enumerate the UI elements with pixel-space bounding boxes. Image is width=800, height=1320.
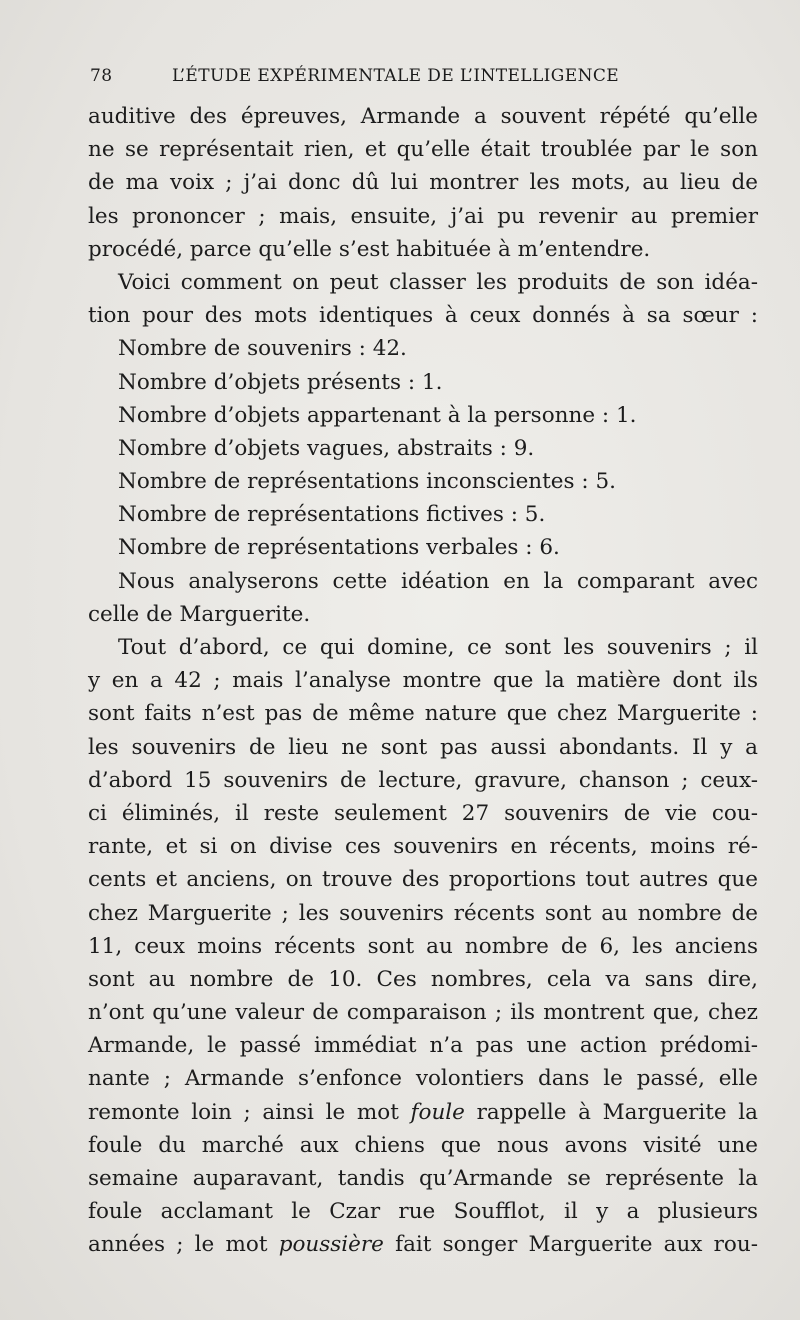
paragraph-3: [88, 565, 758, 631]
text-line: n’ont qu’une valeur de comparaison ; ils montrent que, chez: [88, 1000, 758, 1026]
list-item: Nombre de représentations inconscientes : 5.: [118, 469, 616, 495]
text-line: ne se représentait rien, et qu’elle était troublée par le son: [88, 137, 758, 163]
text-line: sont au nombre de 10. Ces nombres, cela va sans dire,: [88, 966, 758, 992]
text-line: les prononcer ; mais, ensuite, j’ai pu revenir au premier: [88, 203, 758, 229]
text-line: celle de Marguerite.: [88, 601, 311, 627]
text-line: Nous analyserons cette idéation en la comparant avec: [118, 568, 758, 594]
text-line: les souvenirs de lieu ne sont pas aussi abondants. Il y a: [88, 734, 758, 760]
text-run: années ; le mot: [88, 1232, 279, 1258]
count-list: [88, 332, 758, 564]
text-line-with-italic: [88, 1096, 758, 1129]
list-item: Nombre d’objets appartenant à la personne : 1.: [118, 402, 637, 428]
text-run: remonte loin ; ainsi le mot: [88, 1099, 411, 1125]
text-line: procédé, parce qu’elle s’est habituée à m’entendre.: [88, 236, 651, 262]
text-line: cents et anciens, on trouve des proportions tout autres que: [88, 867, 758, 893]
text-line: foule acclamant le Czar rue Soufflot, il y a plusieurs: [88, 1199, 758, 1225]
text-line: auditive des épreuves, Armande a souvent répété qu’elle: [88, 104, 758, 129]
text-line: 11, ceux moins récents sont au nombre de 6, les anciens: [88, 933, 758, 959]
list-item: Nombre de représentations verbales : 6.: [118, 535, 560, 561]
text-line-with-italic: [88, 1228, 758, 1261]
page-header: [90, 66, 690, 92]
page-number: 78: [90, 66, 113, 86]
list-item: Nombre de souvenirs : 42.: [118, 336, 407, 362]
text-line: y en a 42 ; mais l’analyse montre que la matière dont ils: [88, 668, 758, 694]
text-line: sont faits n’est pas de même nature que chez Marguerite :: [88, 701, 758, 727]
paragraph-4: [88, 631, 758, 1262]
text-line: Tout d’abord, ce qui domine, ce sont les souvenirs ; il: [118, 635, 758, 660]
text-line: de ma voix ; j’ai donc dû lui montrer les mots, au lieu de: [88, 170, 758, 196]
body-text: [88, 100, 758, 1262]
list-item: Nombre d’objets présents : 1.: [118, 369, 443, 395]
list-item: Nombre d’objets vagues, abstraits : 9.: [118, 435, 535, 461]
text-line: Armande, le passé immédiat n’a pas une action prédomi-: [88, 1033, 758, 1059]
text-line: d’abord 15 souvenirs de lecture, gravure, chanson ; ceux-: [88, 767, 758, 793]
italic-word: foule: [410, 1099, 465, 1125]
text-line: rante, et si on divise ces souvenirs en récents, moins ré-: [88, 834, 758, 860]
paragraph-1: [88, 100, 758, 266]
text-line: nante ; Armande s’enfonce volontiers dans le passé, elle: [88, 1066, 758, 1092]
list-item: Nombre de représentations fictives : 5.: [118, 502, 546, 528]
text-line: semaine auparavant, tandis qu’Armande se représente la: [88, 1166, 758, 1191]
text-line: tion pour des mots identiques à ceux donnés à sa sœur :: [88, 303, 758, 329]
running-title: L’ÉTUDE EXPÉRIMENTALE DE L’INTELLIGENCE: [172, 66, 620, 86]
italic-word: poussière: [278, 1232, 384, 1258]
text-line: ci éliminés, il reste seulement 27 souvenirs de vie cou-: [88, 800, 758, 826]
paragraph-2: [88, 266, 758, 332]
text-line: foule du marché aux chiens que nous avons visité une: [88, 1132, 758, 1158]
text-run: fait songer Marguerite aux rou-: [383, 1232, 758, 1258]
text-line: chez Marguerite ; les souvenirs récents sont au nombre de: [88, 900, 758, 926]
text-run: rappelle à Marguerite la: [464, 1099, 758, 1125]
text-line: Voici comment on peut classer les produits de son idéa-: [118, 269, 758, 295]
